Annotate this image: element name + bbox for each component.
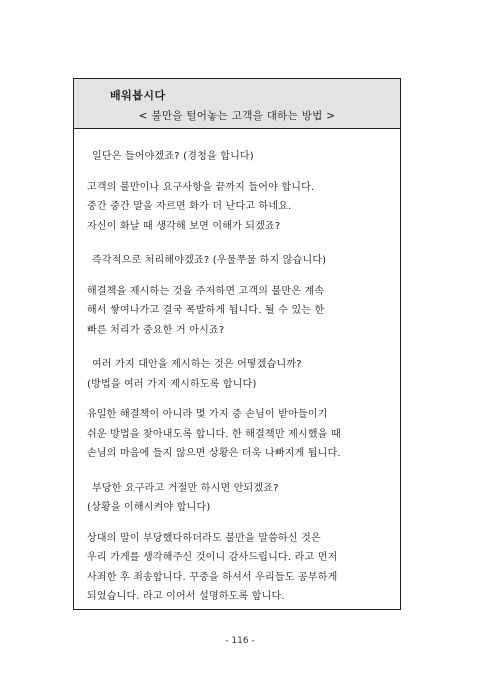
question-line: 여러 가지 대안을 제시하는 것은 어떻겠습니까? — [92, 359, 302, 370]
question-line: 부당한 요구라고 거절만 하시면 안되겠죠? — [92, 482, 279, 494]
section-3 — [87, 355, 389, 464]
section-4 — [87, 479, 389, 607]
answer-line: 우리 가게를 생각해주신 것이니 감사드립니다. 라고 먼저 — [87, 552, 338, 563]
lesson-box — [73, 78, 401, 610]
lesson-content — [87, 147, 389, 607]
answer-line: 고객의 불만이나 요구사항을 끝까지 들어야 합니다. — [87, 181, 315, 193]
answer-line: 손님의 마음에 들지 않으면 상황은 더욱 나빠지게 됩니다. — [87, 448, 341, 459]
answer-line: 되었습니다. 라고 이어서 설명하도록 합니다. — [87, 591, 285, 602]
question-line: 즉각적으로 처리해야겠죠? (우물쭈물 하지 않습니다) — [92, 255, 327, 266]
lesson-header — [74, 79, 400, 129]
question-line: 일단은 들어야겠죠? (경청을 합니다) — [92, 151, 254, 162]
question-line: (상황을 이해시켜야 합니다) — [87, 502, 211, 513]
answer-line: 해서 쌓여나가고 결국 폭발하게 됩니다. 될 수 있는 한 — [87, 305, 325, 316]
answer-line: 빠른 처리가 중요한 거 아시죠? — [87, 324, 225, 336]
answer-line: 사죄한 후 죄송합니다. 꾸중을 하셔서 우리들도 공부하게 — [87, 571, 338, 583]
answer-line: 쉬운 방법을 찾아내도록 합니다. 한 해결책만 제시했을 때 — [87, 428, 341, 440]
answer-line: 자신이 화날 때 생각해 보면 이해가 되겠죠? — [87, 220, 281, 232]
lesson-title: < 불만을 털어놓는 고객을 대하는 방법 > — [138, 110, 336, 122]
answer-line: 유일한 해결책이 아니라 몇 가지 중 손님이 받아들이기 — [87, 409, 328, 420]
answer-line: 해결책을 제시하는 것을 주저하면 고객의 불만은 계속 — [87, 285, 325, 297]
answer-line: 중간 중간 말을 자르면 화가 더 난다고 하네요. — [87, 201, 292, 212]
lesson-label: 배워봅시다 — [110, 89, 166, 102]
section-2 — [87, 251, 389, 340]
section-1 — [87, 147, 389, 236]
question-line: (방법을 여러 가지 제시하도록 합니다) — [87, 378, 257, 390]
page-number: - 116 - — [225, 636, 255, 646]
answer-line: 상대의 말이 부당했다하더라도 불만을 말씀하신 것은 — [87, 532, 321, 544]
